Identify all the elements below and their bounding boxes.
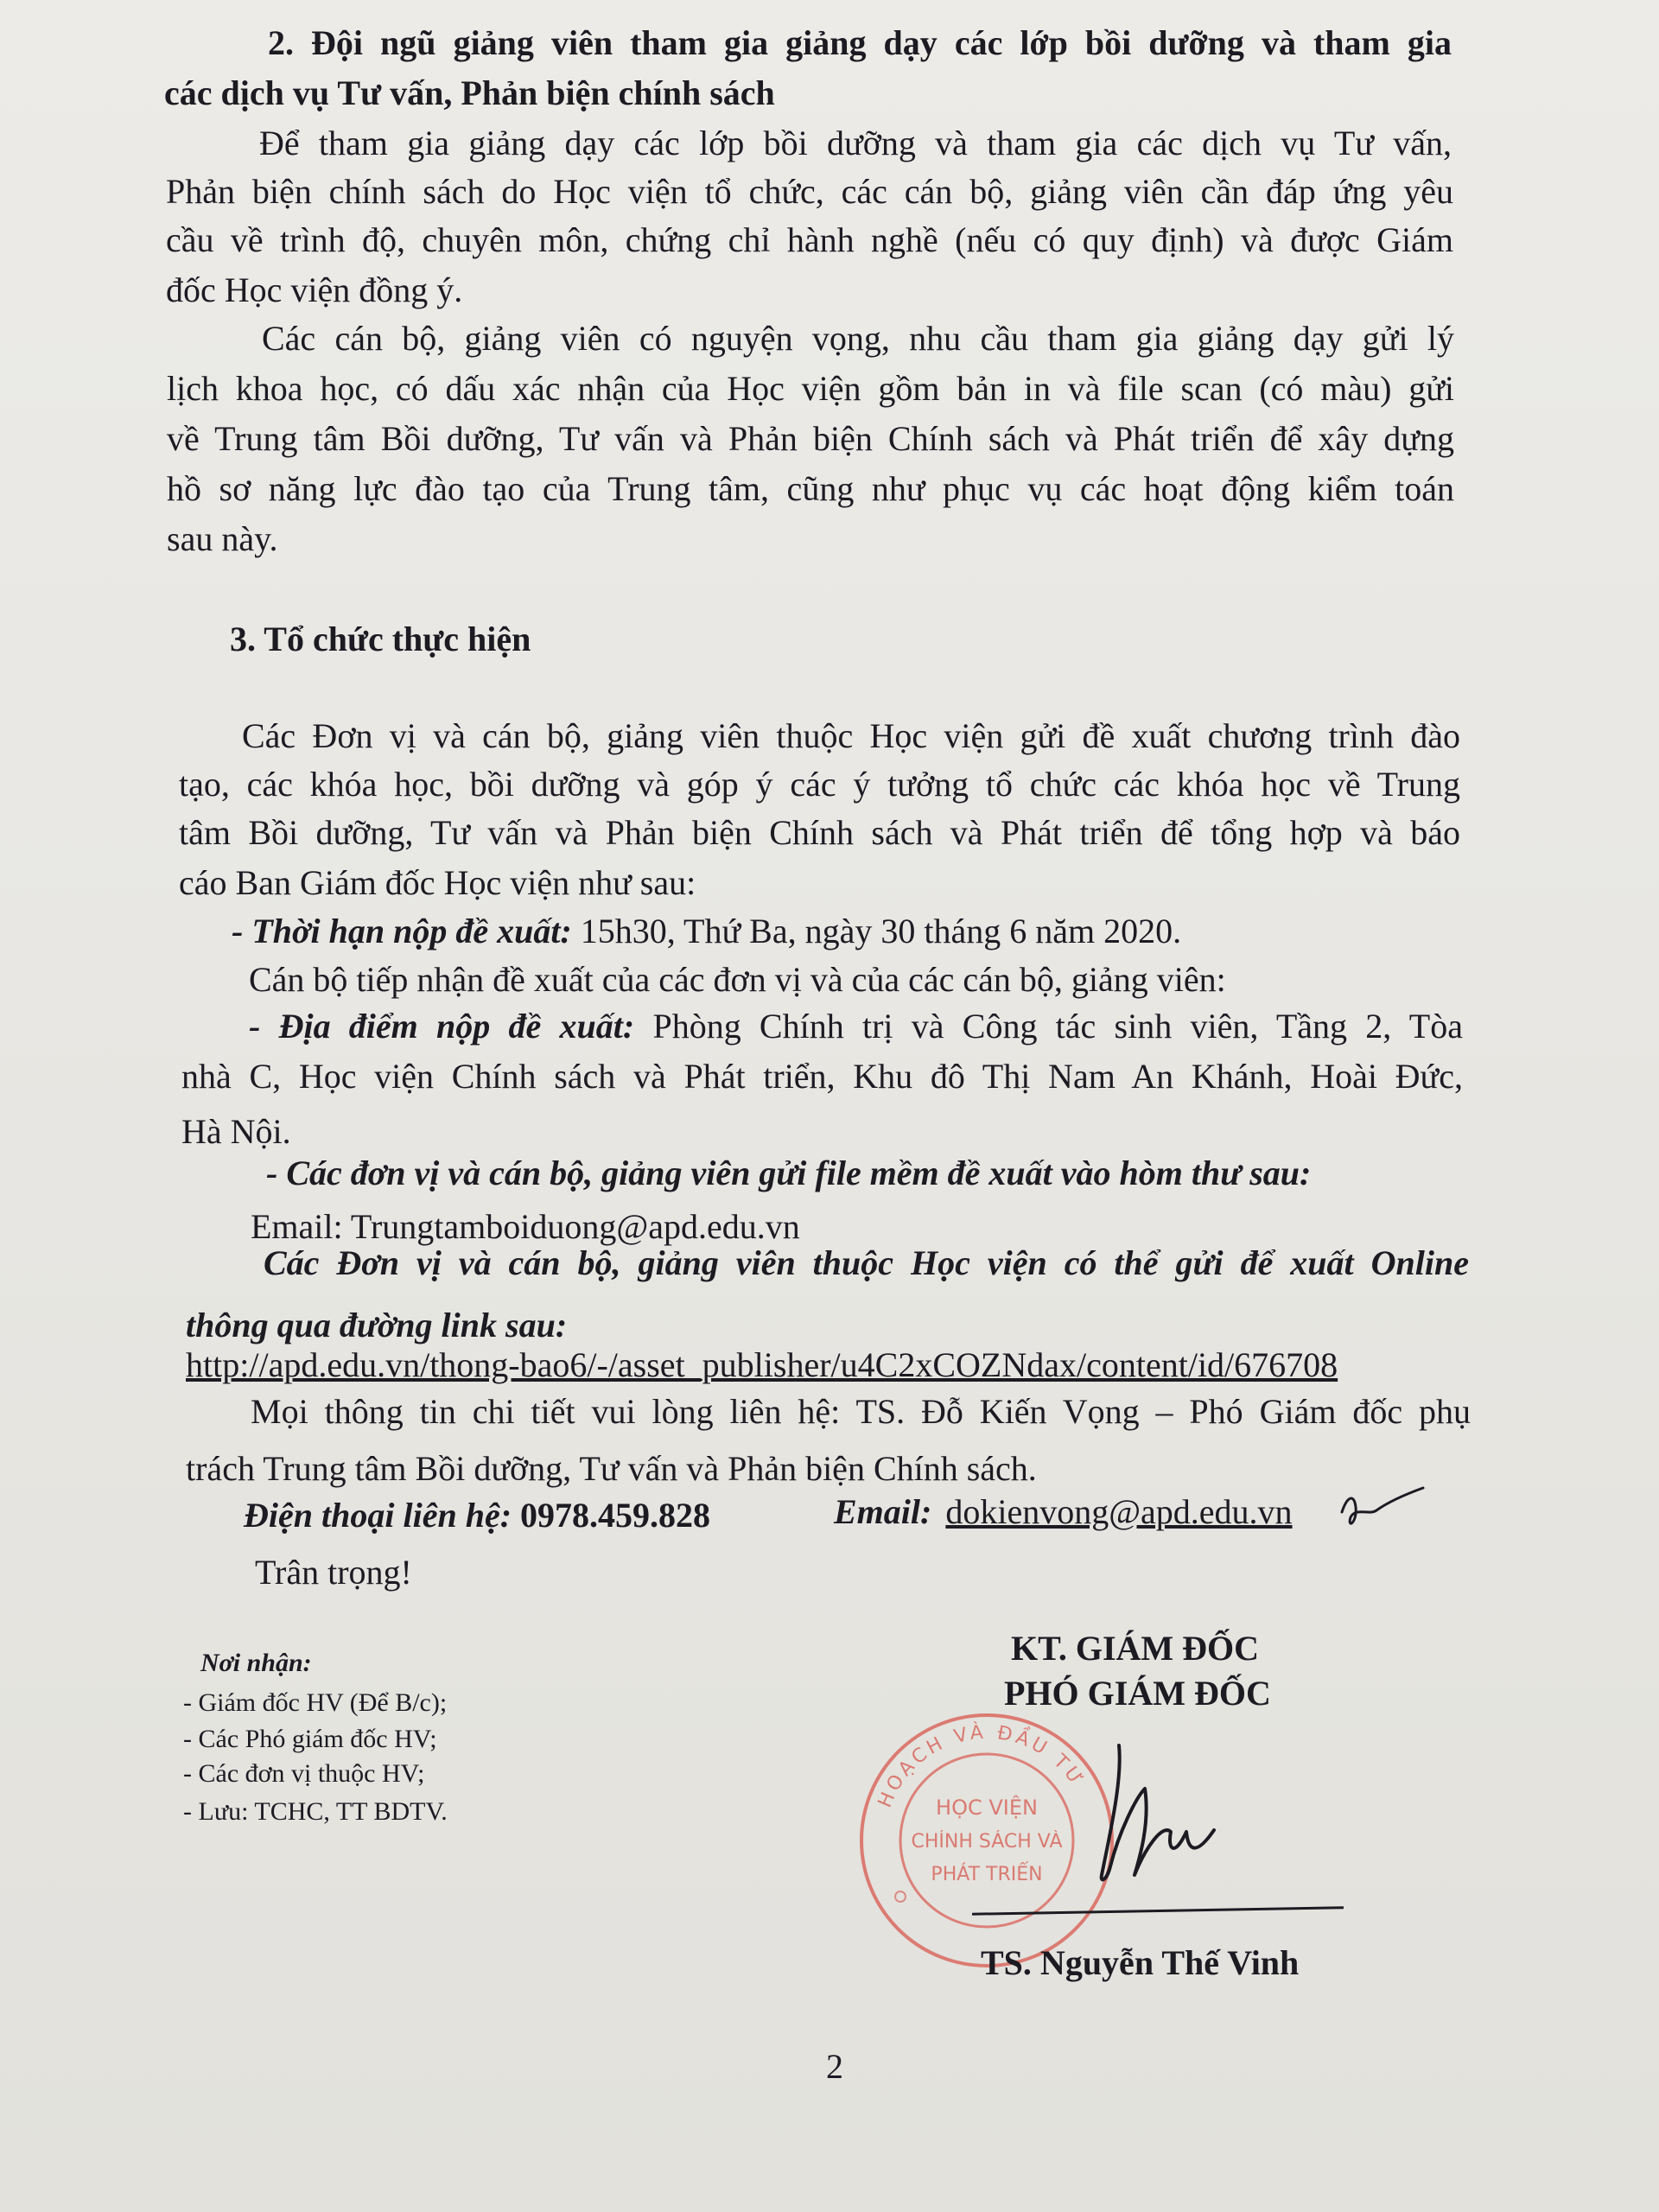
section2-p2-line2: lịch khoa học, có dấu xác nhận của Học viện gồm bản in và file scan (có màu) gửi (167, 369, 1454, 408)
handwritten-signature (1084, 1728, 1223, 1901)
email-instruction: - Các đơn vị và cán bộ, giảng viên gửi file mềm đề xuất vào hòm thư sau: (266, 1154, 1312, 1192)
contact-line1: Mọi thông tin chi tiết vui lòng liên hệ: TS. Đỗ Kiến Vọng – Phó Giám đốc phụ (251, 1392, 1471, 1431)
online-line2: thông qua đường link sau: (186, 1306, 568, 1344)
section2-heading-line1: 2. Đội ngũ giảng viên tham gia giảng dạy các lớp bồi dưỡng và tham gia (268, 23, 1452, 62)
deadline-value: 15h30, Thứ Ba, ngày 30 tháng 6 năm 2020. (571, 912, 1182, 950)
handwritten-check-mark (1335, 1478, 1430, 1538)
page-number: 2 (826, 2047, 843, 2086)
signer-title-line2: PHÓ GIÁM ĐỐC (1004, 1674, 1271, 1713)
section3-heading: 3. Tổ chức thực hiện (230, 620, 531, 658)
location-line3: Hà Nội. (181, 1112, 291, 1151)
section3-p1-line4: cáo Ban Giám đốc Học viện như sau: (179, 863, 696, 902)
recipients-title: Nơi nhận: (200, 1649, 312, 1677)
stamp-ring-text: HOẠCH VÀ ĐẦU TƯ (874, 1721, 1089, 1811)
section2-p2-line1: Các cán bộ, giảng viên có nguyện vọng, nhu cầu tham gia giảng dạy gửi lý (262, 319, 1454, 358)
signer-name: TS. Nguyễn Thế Vinh (981, 1943, 1300, 1982)
submission-link[interactable]: http://apd.edu.vn/thong-bao6/-/asset_publisher/u4C2xCOZNdax/content/id/676708 (186, 1345, 1338, 1384)
section2-p1-line4: đốc Học viện đồng ý. (166, 270, 463, 309)
online-line1: Các Đơn vị và cán bộ, giảng viên thuộc Học viện có thể gửi để xuất Online (264, 1243, 1469, 1282)
section2-p1-line2: Phản biện chính sách do Học viện tổ chức, các cán bộ, giảng viên cần đáp ứng yêu (166, 172, 1453, 211)
contact-line2: trách Trung tâm Bồi dưỡng, Tư vấn và Phản biện Chính sách. (186, 1449, 1037, 1488)
signer-title-line1: KT. GIÁM ĐỐC (1011, 1629, 1260, 1668)
section3-p1-line1: Các Đơn vị và cán bộ, giảng viên thuộc Học viện gửi đề xuất chương trình đào (242, 716, 1460, 755)
recipient-item: - Giám đốc HV (Để B/c); (183, 1688, 448, 1717)
phone-line (244, 1498, 710, 1533)
recipient-item: - Lưu: TCHC, TT BDTV. (183, 1797, 448, 1826)
official-seal-stamp (857, 1711, 1116, 1970)
contact-email-link[interactable]: dokienvong@apd.edu.vn (945, 1492, 1293, 1531)
stamp-text-line3: PHÁT TRIỂN (931, 1864, 1043, 1885)
location-line2: nhà C, Học viện Chính sách và Phát triển, Khu đô Thị Nam An Khánh, Hoài Đức, (181, 1057, 1463, 1096)
section2-p2-line3: về Trung tâm Bồi dưỡng, Tư vấn và Phản biện Chính sách và Phát triển để xây dựng (167, 419, 1454, 458)
section2-p1-line1: Để tham gia giảng dạy các lớp bồi dưỡng và tham gia các dịch vụ Tư vấn, (259, 124, 1452, 162)
section2-p1-line3: cầu về trình độ, chuyên môn, chứng chỉ hành nghề (nếu có quy định) và được Giám (166, 220, 1453, 259)
section2-p2-line4: hồ sơ năng lực đào tạo của Trung tâm, cũng như phục vụ các hoạt động kiểm toán (167, 469, 1454, 508)
section2-p2-line5: sau này. (167, 519, 278, 558)
closing-text: Trân trọng! (255, 1553, 412, 1592)
phone-value: 0978.459.828 (512, 1496, 711, 1535)
contact-email-line (834, 1492, 1293, 1531)
deadline-label: - Thời hạn nộp đề xuất: (232, 912, 572, 950)
location-line1 (249, 1009, 1463, 1044)
section2-heading-line2: các dịch vụ Tư vấn, Phản biện chính sách (164, 73, 775, 112)
submission-link-row (186, 1345, 1338, 1384)
section3-p1-line3: tâm Bồi dưỡng, Tư vấn và Phản biện Chính sách và Phát triển để tổng hợp và báo (179, 813, 1460, 852)
stamp-text-line1: HỌC VIỆN (936, 1796, 1038, 1820)
stamp-text-line2: CHÍNH SÁCH VÀ (911, 1831, 1063, 1853)
contact-email-label: Email: (834, 1492, 932, 1531)
deadline-line (232, 914, 1181, 949)
location-value-line1: Phòng Chính trị và Công tác sinh viên, Tầng 2, Tòa (634, 1007, 1463, 1046)
recipient-item: - Các Phó giám đốc HV; (183, 1725, 437, 1753)
recipient-item: - Các đơn vị thuộc HV; (183, 1759, 425, 1788)
location-label: - Địa điểm nộp đề xuất: (249, 1007, 635, 1046)
section3-p1-line2: tạo, các khóa học, bồi dưỡng và góp ý các ý tưởng tổ chức các khóa học về Trung (179, 765, 1460, 804)
receiver-line: Cán bộ tiếp nhận đề xuất của các đơn vị và của các cán bộ, giảng viên: (249, 960, 1226, 999)
submission-email: Email: Trungtamboiduong@apd.edu.vn (251, 1207, 800, 1246)
phone-label: Điện thoại liên hệ: (244, 1496, 512, 1535)
